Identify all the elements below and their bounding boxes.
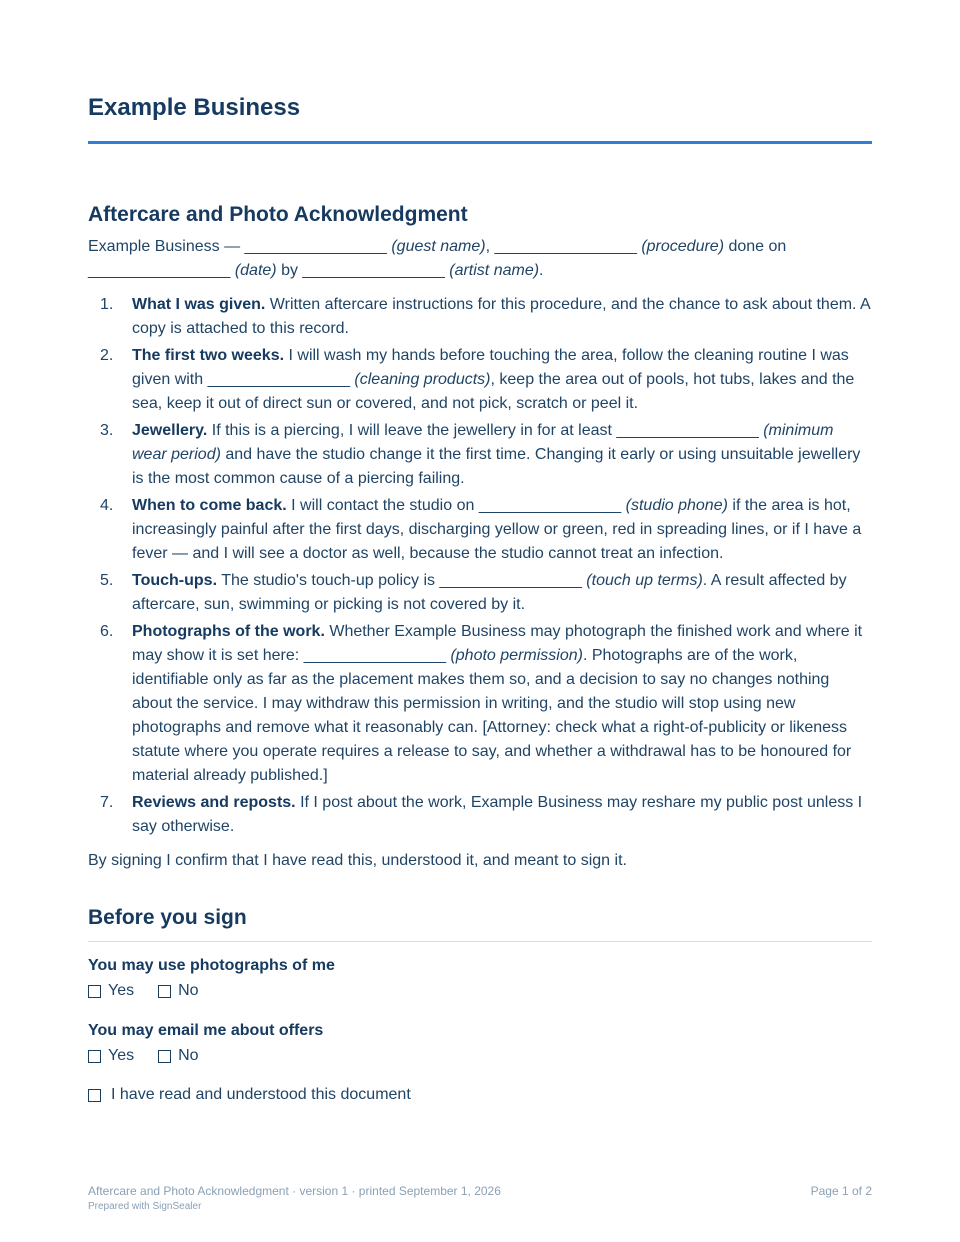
list-item — [88, 791, 872, 839]
email-no-checkbox[interactable] — [158, 1050, 171, 1063]
header-divider — [88, 141, 872, 144]
acknowledge-checkbox[interactable] — [88, 1089, 101, 1102]
item-text: I will wash my hands before touching the area, follow the cleaning routine I was given with — [132, 347, 849, 388]
item-heading: Touch-ups. — [132, 572, 218, 589]
guest-name-blank[interactable]: ________________ — [244, 238, 387, 255]
intro-text: done on — [724, 238, 787, 255]
item-number: 3. — [100, 422, 114, 439]
guest-name-hint: (guest name) — [391, 238, 486, 255]
photo-permission-hint: (photo permission) — [450, 647, 583, 664]
item-number: 4. — [100, 497, 114, 514]
item-heading: Photographs of the work. — [132, 623, 325, 640]
terms-list — [88, 293, 872, 842]
minimum-wear-period-blank[interactable]: ________________ — [616, 422, 759, 439]
email-yes-checkbox[interactable] — [88, 1050, 101, 1063]
item-heading: When to come back. — [132, 497, 287, 514]
before-you-sign-heading: Before you sign — [88, 906, 247, 929]
item-number: 7. — [100, 794, 114, 811]
date-hint: (date) — [234, 262, 277, 279]
photos-options — [88, 982, 223, 1000]
studio-phone-hint: (studio phone) — [625, 497, 728, 514]
intro-text: Example Business — — [88, 238, 245, 255]
footer-document-info: Aftercare and Photo Acknowledgment · version 1 · printed September 1, 2026 — [88, 1184, 501, 1198]
photos-yes-checkbox[interactable] — [88, 985, 101, 998]
intro-text: , — [485, 238, 495, 255]
confirmation-text: By signing I confirm that I have read this, understood it, and meant to sign it. — [88, 852, 627, 869]
item-number: 2. — [100, 347, 114, 364]
item-heading: The first two weeks. — [132, 347, 285, 364]
no-label: No — [178, 1047, 199, 1064]
photos-question-label: You may use photographs of me — [88, 957, 335, 974]
item-text: If I post about the work, Example Business may reshare my public post unless I say otherwise. — [132, 794, 863, 835]
email-question-label: You may email me about offers — [88, 1022, 324, 1039]
photos-no-option[interactable] — [158, 982, 198, 1000]
list-item — [88, 569, 872, 617]
item-text: The studio's touch-up policy is — [217, 572, 440, 589]
item-text: Whether Example Business may photograph the finished work and where it may show it is set here: — [132, 623, 863, 664]
yes-label: Yes — [108, 982, 135, 999]
yes-label: Yes — [108, 1047, 135, 1064]
studio-phone-blank[interactable]: ________________ — [478, 497, 622, 514]
photos-yes-option[interactable] — [88, 982, 134, 1000]
item-text: If this is a piercing, I will leave the jewellery in for at least — [207, 422, 617, 439]
footer-page-number: Page 1 of 2 — [810, 1184, 872, 1198]
artist-name-blank[interactable]: ________________ — [302, 262, 445, 279]
acknowledge-row — [88, 1086, 435, 1104]
list-item — [88, 344, 872, 416]
item-text: , keep the area out of pools, hot tubs, lakes and the sea, keep it out of direct sun or covered, and not pick, scratch or peel it. — [132, 371, 855, 412]
section-divider — [88, 941, 872, 942]
list-item — [88, 620, 872, 788]
list-item — [88, 419, 872, 491]
item-heading: Reviews and reposts. — [132, 794, 296, 811]
item-text: . A result affected by aftercare, sun, swimming or picking is not covered by it. — [132, 572, 847, 613]
email-options — [88, 1047, 223, 1065]
business-name: Example Business — [88, 94, 301, 121]
no-label: No — [178, 982, 199, 999]
intro-paragraph — [88, 235, 872, 283]
intro-text: by — [276, 262, 303, 279]
intro-text: . — [539, 262, 544, 279]
email-no-option[interactable] — [158, 1047, 198, 1065]
list-item — [88, 494, 872, 566]
footer-prepared-with: Prepared with SignSealer — [88, 1201, 202, 1212]
item-text: if the area is hot, increasingly painful after the first days, discharging yellow or green, red in spreading lines, or if I have a fever — and I will see a doctor as well, because the studio cannot treat an infection. — [132, 497, 862, 562]
touch-up-terms-hint: (touch up terms) — [586, 572, 703, 589]
list-item — [88, 293, 872, 341]
item-text: I will contact the studio on — [286, 497, 479, 514]
item-number: 5. — [100, 572, 114, 589]
procedure-hint: (procedure) — [641, 238, 725, 255]
item-text: and have the studio change it the first time. Changing it early or using unsuitable jewellery is the most common cause of a piercing failing. — [132, 446, 861, 487]
cleaning-products-blank[interactable]: ________________ — [207, 371, 350, 388]
item-number: 1. — [100, 296, 114, 313]
procedure-blank[interactable]: ________________ — [494, 238, 637, 255]
cleaning-products-hint: (cleaning products) — [354, 371, 491, 388]
item-text: . Photographs are of the work, identifiable only as far as the placement makes them so, and a decision to say no changes nothing about the service. I may withdraw this permission in writing, and the studio will stop using new photographs and remove what it reasonably can. [Attorney: check what a right-of-publicity or likeness statute where you operate requires a release to say, and whether a withdrawal has to be honoured for material already published.] — [132, 647, 852, 784]
touch-up-terms-blank[interactable]: ________________ — [439, 572, 582, 589]
acknowledge-option[interactable] — [88, 1086, 411, 1104]
photo-permission-blank[interactable]: ________________ — [303, 647, 446, 664]
photos-no-checkbox[interactable] — [158, 985, 171, 998]
artist-name-hint: (artist name) — [449, 262, 540, 279]
item-number: 6. — [100, 623, 114, 640]
item-text: Written aftercare instructions for this procedure, and the chance to ask about them. A copy is attached to this record. — [132, 296, 870, 337]
date-blank[interactable]: ________________ — [88, 262, 231, 279]
minimum-wear-period-hint: (minimum wear period) — [132, 422, 834, 463]
acknowledge-label: I have read and understood this document — [111, 1086, 411, 1103]
document-title: Aftercare and Photo Acknowledgment — [88, 203, 468, 226]
item-heading: Jewellery. — [132, 422, 208, 439]
item-heading: What I was given. — [132, 296, 266, 313]
email-yes-option[interactable] — [88, 1047, 134, 1065]
